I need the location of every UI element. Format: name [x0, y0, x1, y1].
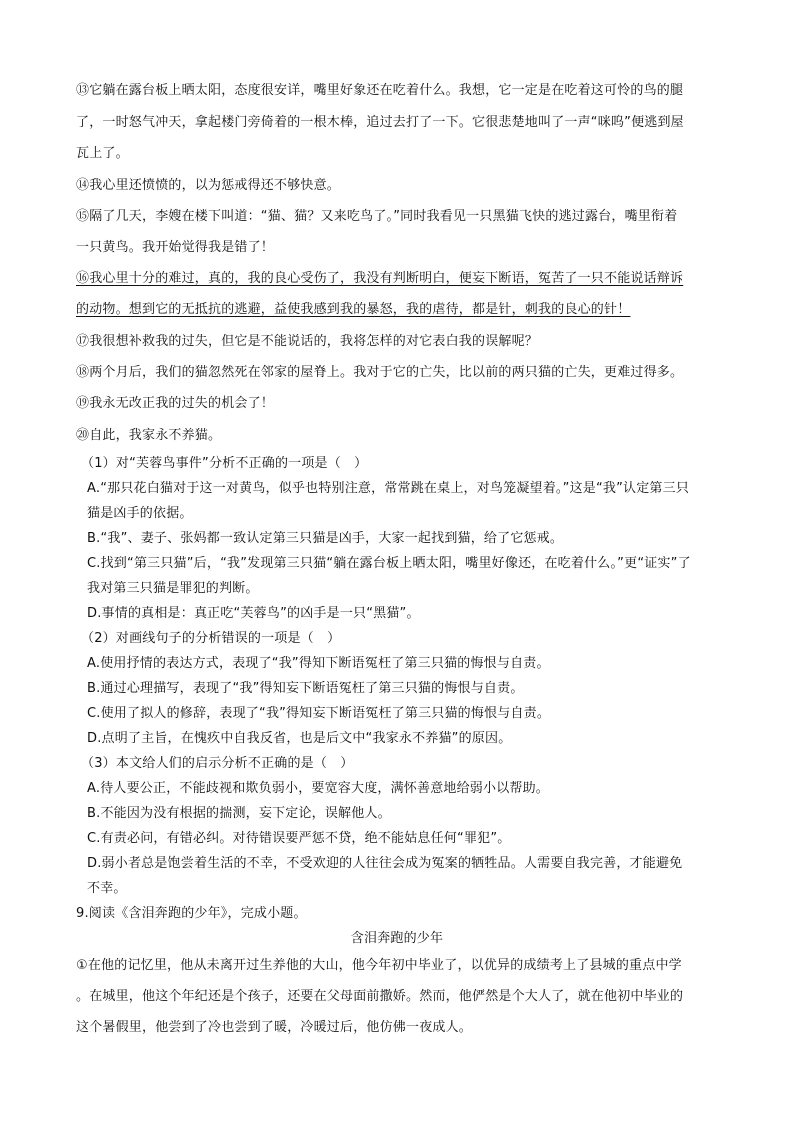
question-9-intro: 9.阅读《含泪奔跑的少年》，完成小题。 — [76, 906, 307, 921]
question-1-stem: （1）对“芙蓉鸟事件”分析不正确的一项是（ ） — [81, 456, 368, 471]
question-3-option-a: A.待人要公正，不能歧视和欺负弱小，要宽容大度，满怀善意地给弱小以帮助。 — [87, 781, 549, 796]
paragraph-13-line-2: 了，一时怒气冲天，拿起楼门旁倚着的一根木棒，追过去打了一下。它很悲楚地叫了一声“咪呜”便逃到屋 — [76, 115, 684, 130]
question-3-option-c: C.有责必问，有错必纠。对待错误要严惩不贷，绝不能姑息任何“罪犯”。 — [87, 831, 511, 846]
passage-paragraph-1-line-3: 这个暑假里，他尝到了冷也尝到了暖，冷暖过后，他仿佛一夜成人。 — [76, 1020, 473, 1035]
question-2-option-a: A.使用抒情的表达方式，表现了“我”得知下断语冤枉了第三只猫的悔恨与自责。 — [87, 656, 550, 671]
paragraph-15-line-1: ⑮隔了几天，李嫂在楼下叫道：“猫、猫？又来吃鸟了。”同时我看见一只黑猫飞快的逃过露台，嘴里衔着 — [76, 209, 678, 224]
paragraph-17: ⑰我很想补救我的过失，但它是不能说话的，我将怎样的对它表白我的误解呢？ — [76, 334, 539, 349]
passage-paragraph-1-line-1: ①在他的记忆里，他从未离开过生养他的大山，他今年初中毕业了，以优异的成绩考上了县城的重点中学 — [76, 958, 682, 973]
question-1-option-b: B.“我”、妻子、张妈都一致认定第三只猫是凶手，大家一起找到猫，给了它惩戒。 — [87, 531, 564, 546]
question-3-option-d-line-2: 不幸。 — [87, 881, 127, 896]
paragraph-15-line-2: 一只黄鸟。我开始觉得我是错了！ — [76, 240, 275, 255]
paragraph-14: ⑭我心里还愤愤的，以为惩戒得还不够快意。 — [76, 178, 341, 193]
question-2-stem: （2）对画线句子的分析错误的一项是（ ） — [81, 631, 341, 646]
question-1-option-d: D.事情的真相是：真正吃“芙蓉鸟”的凶手是一只“黑猫”。 — [87, 606, 420, 621]
question-1-option-a-line-2: 猫是凶手的依据。 — [87, 506, 193, 521]
paragraph-19: ⑲我永无改正我的过失的机会了！ — [76, 396, 275, 411]
question-3-option-d-line-1: D.弱小者总是饱尝着生活的不幸，不受欢迎的人往往会成为冤案的牺牲品。人需要自我完善，才能避免 — [87, 856, 683, 871]
question-2-option-b: B.通过心理描写，表现了“我”得知妄下断语冤枉了第三只猫的悔恨与自责。 — [87, 681, 524, 696]
paragraph-16-underlined-line-1: ⑯我心里十分的难过，真的，我的良心受伤了，我没有判断明白，便妄下断语，冤苦了一只不能说话辩诉 — [76, 271, 684, 286]
question-1-option-a-line-1: A.“那只花白猫对于这一对黄鸟，似乎也特别注意，常常跳在桌上，对鸟笼凝望着。”这是“我”认定第三只 — [87, 481, 690, 496]
passage-title: 含泪奔跑的少年 — [350, 931, 444, 946]
paragraph-13-line-3: 瓦上了。 — [76, 146, 129, 161]
question-2-option-d: D.点明了主旨，在愧疚中自我反省，也是后文中“我家永不养猫”的原因。 — [87, 731, 512, 746]
question-1-option-c-line-2: 我对第三只猫是罪犯的判断。 — [87, 581, 259, 596]
question-3-stem: （3）本文给人们的启示分析不正确的是（ ） — [81, 756, 354, 771]
paragraph-18: ⑱两个月后，我们的猫忽然死在邻家的屋脊上。我对于它的亡失，比以前的两只猫的亡失，更难过得多。 — [76, 365, 684, 380]
question-1-option-c-line-1: C.找到“第三只猫”后，“我”发现第三只猫“躺在露台板上晒太阳，嘴里好像还，在吃着什么。”更“证实”了 — [87, 556, 691, 571]
passage-paragraph-1-line-2: 。在城里，他这个年纪还是个孩子，还要在父母面前撒娇。然而，他俨然是个大人了，就在他初中毕业的 — [76, 989, 684, 1004]
paragraph-16-underlined-line-2: 的动物。想到它的无抵抗的逃避，益使我感到我的暴怒，我的虐待，都是针，刺我的良心的针！ — [76, 302, 631, 317]
paragraph-20: ⑳自此，我家永不养猫。 — [76, 428, 222, 443]
question-2-option-c: C.使用了拟人的修辞，表现了“我”得知妄下断语冤枉了第三只猫的悔恨与自责。 — [87, 706, 551, 721]
question-3-option-b: B.不能因为没有根据的揣测，妄下定论，误解他人。 — [87, 806, 391, 821]
paragraph-13-line-1: ⑬它躺在露台板上晒太阳，态度很安详，嘴里好象还在吃着什么。我想，它一定是在吃着这可怜的鸟的腿 — [76, 83, 684, 98]
